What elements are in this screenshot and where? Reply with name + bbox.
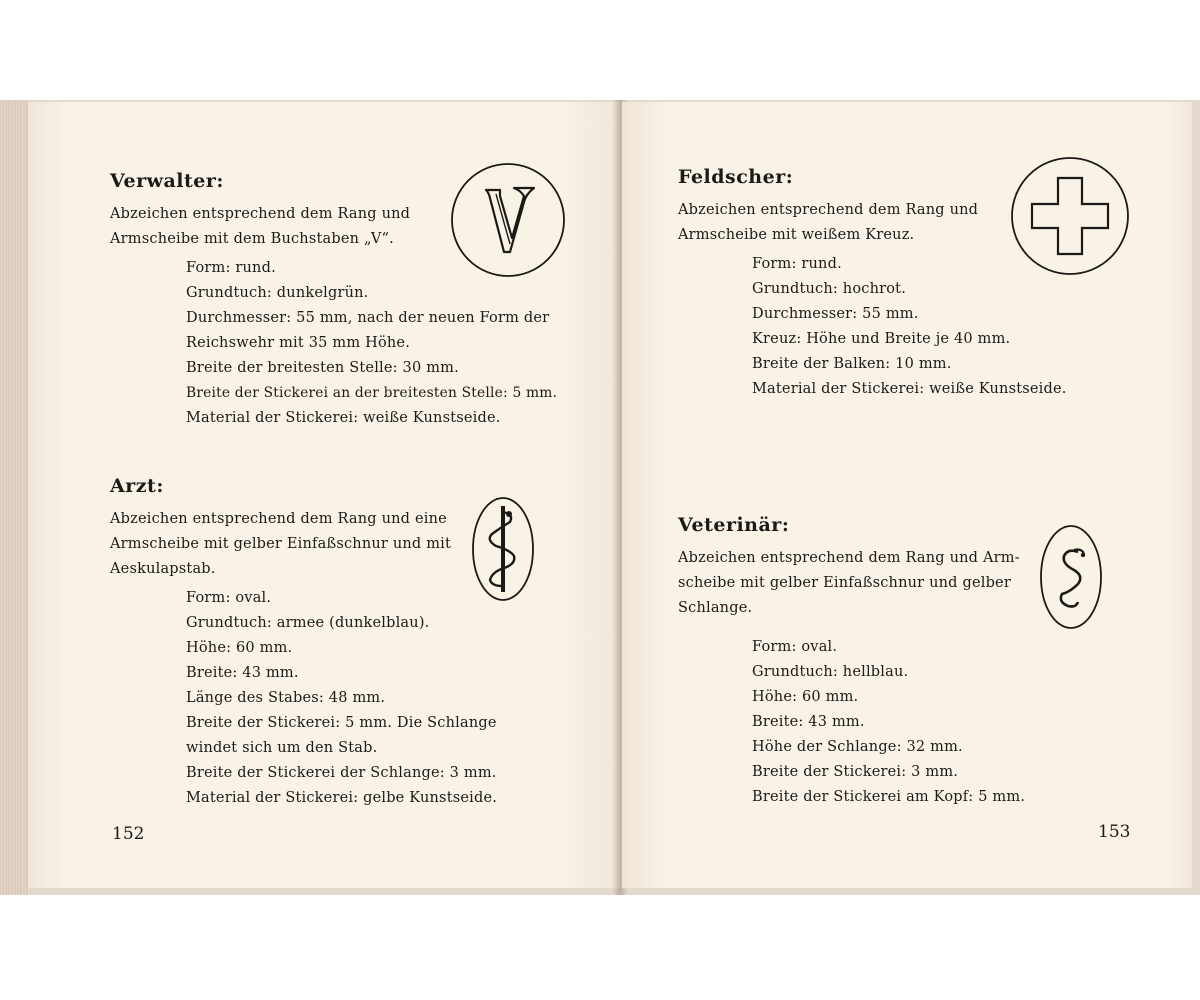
snake-badge-icon: [1038, 522, 1104, 636]
spec-item: Breite der Stickerei an der breitesten Stelle: 5 mm.: [186, 385, 558, 401]
spec-list: [752, 635, 1122, 810]
intro-line: Armscheibe mit dem Buchstaben „V“.: [110, 231, 394, 247]
spec-item: Breite der breitesten Stelle: 30 mm.: [186, 360, 459, 376]
intro-line: Abzeichen entsprechend dem Rang und Arm-: [678, 550, 1020, 566]
intro-line: Schlange.: [678, 600, 753, 616]
open-book: [0, 100, 1200, 895]
verwalter-badge-icon: [448, 160, 568, 284]
intro-line: scheibe mit gelber Einfaßschnur und gelber: [678, 575, 1011, 591]
cross-badge-icon: [1008, 154, 1132, 282]
intro-line: Armscheibe mit weißem Kreuz.: [678, 227, 915, 243]
spec-item: Durchmesser: 55 mm, nach der neuen Form der: [186, 310, 550, 326]
spec-list: [186, 586, 566, 811]
spec-item: Grundtuch: dunkelgrün.: [186, 285, 369, 301]
spec-item: Grundtuch: hellblau.: [752, 664, 909, 680]
intro-line: Abzeichen entsprechend dem Rang und eine: [110, 511, 447, 527]
spec-item: Durchmesser: 55 mm.: [752, 306, 919, 322]
intro-line: Aeskulapstab.: [110, 561, 216, 577]
spec-item: Kreuz: Höhe und Breite je 40 mm.: [752, 331, 1011, 347]
spec-item: Breite der Stickerei: 5 mm. Die Schlange: [186, 715, 497, 731]
spec-item: Breite: 43 mm.: [752, 714, 865, 730]
spec-item: Höhe: 60 mm.: [186, 640, 293, 656]
spec-item: Höhe der Schlange: 32 mm.: [752, 739, 963, 755]
intro-line: Armscheibe mit gelber Einfaßschnur und mit: [110, 536, 452, 552]
spec-item: Form: rund.: [752, 256, 842, 272]
left-page: [28, 102, 620, 888]
aesculapian-staff-icon: [470, 494, 536, 608]
spec-item: Material der Stickerei: weiße Kunstseide.: [752, 381, 1067, 397]
spec-item: Material der Stickerei: weiße Kunstseide.: [186, 410, 501, 426]
intro-line: Abzeichen entsprechend dem Rang und: [110, 206, 411, 222]
spec-item: Grundtuch: armee (dunkelblau).: [186, 615, 430, 631]
right-page: [622, 102, 1192, 888]
spec-item: Breite der Stickerei: 3 mm.: [752, 764, 959, 780]
spec-item: Reichswehr mit 35 mm Höhe.: [186, 335, 411, 351]
spec-item: Breite: 43 mm.: [186, 665, 299, 681]
page-number: 153: [1098, 822, 1131, 842]
spec-item: Material der Stickerei: gelbe Kunstseide.: [186, 790, 498, 806]
spec-item: Breite der Stickerei der Schlange: 3 mm.: [186, 765, 497, 781]
intro-line: Abzeichen entsprechend dem Rang und: [678, 202, 979, 218]
spec-item: Grundtuch: hochrot.: [752, 281, 907, 297]
section-heading: Feldscher:: [678, 166, 794, 188]
spec-item: Breite der Balken: 10 mm.: [752, 356, 952, 372]
section-heading: Veterinär:: [678, 514, 790, 536]
spec-item: Breite der Stickerei am Kopf: 5 mm.: [752, 789, 1026, 805]
section-heading: Arzt:: [110, 475, 164, 497]
spec-item: Form: oval.: [186, 590, 272, 606]
section-heading: Verwalter:: [110, 170, 224, 192]
page-stack-edge: [0, 100, 28, 895]
spec-item: Länge des Stabes: 48 mm.: [186, 690, 386, 706]
spec-item: windet sich um den Stab.: [186, 740, 378, 756]
page-number: 152: [112, 824, 145, 844]
spec-item: Höhe: 60 mm.: [752, 689, 859, 705]
spec-item: Form: oval.: [752, 639, 838, 655]
spec-item: Form: rund.: [186, 260, 276, 276]
